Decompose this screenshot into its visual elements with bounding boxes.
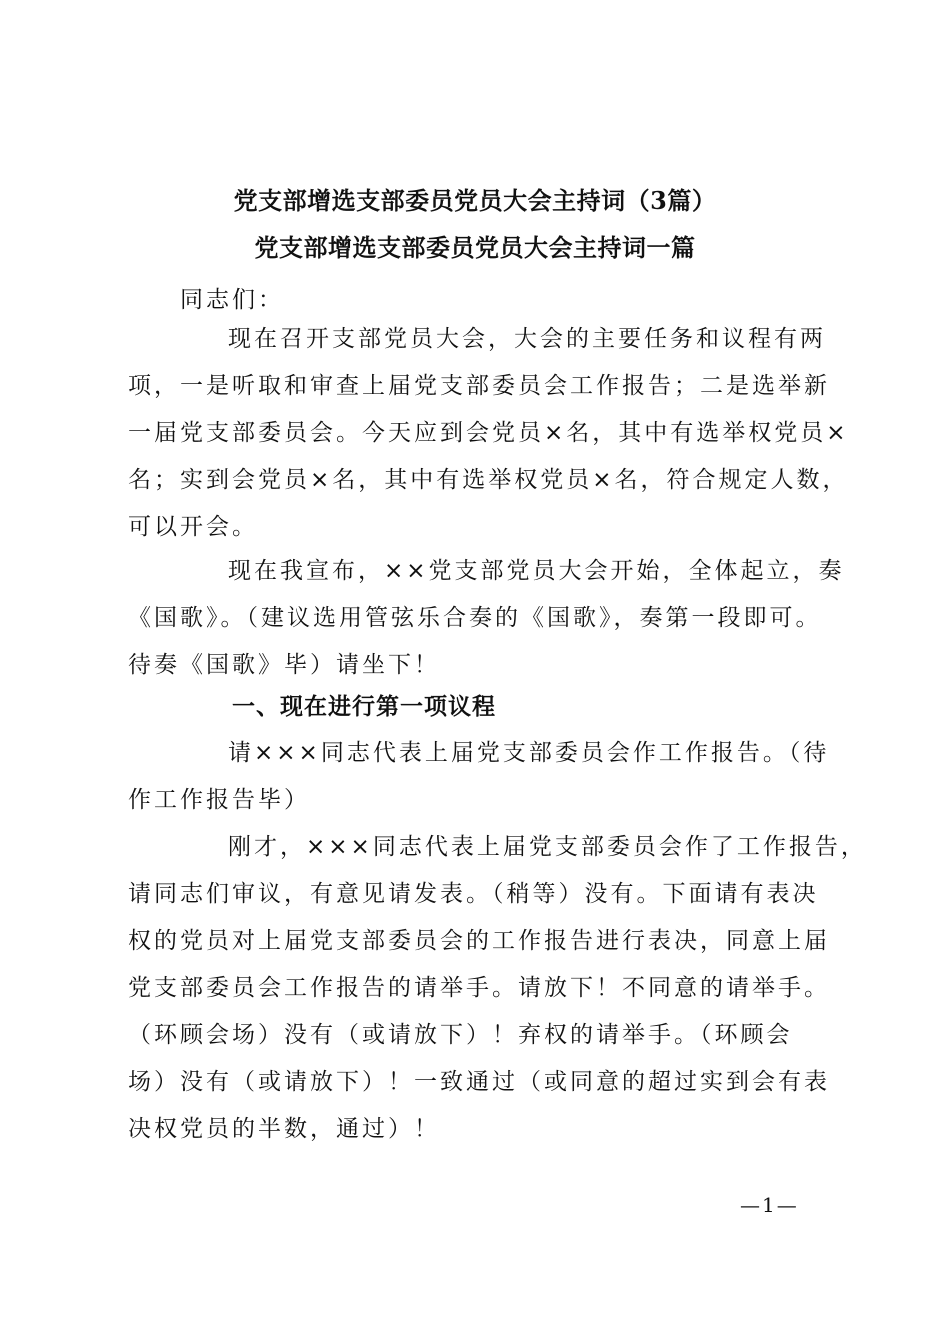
paragraph-opening	[128, 316, 850, 551]
paragraph-line: （环顾会场）没有（或请放下）！弃权的请举手。（环顾会	[128, 1022, 793, 1048]
paragraph-line: 项，一是听取和审查上届党支部委员会工作报告；二是选举新	[128, 373, 830, 399]
paragraph-line: 可以开会。	[128, 514, 258, 540]
paragraph-vote	[128, 824, 867, 1153]
paragraph-line: 现在我宣布，××党支部党员大会开始，全体起立，奏	[228, 558, 845, 584]
salutation: 同志们：	[180, 287, 284, 313]
paragraph-line: 请同志们审议，有意见请发表。（稍等）没有。下面请有表决	[128, 881, 819, 907]
paragraph-line: 作工作报告毕）	[128, 787, 310, 813]
section-heading: 一、现在进行第一项议程	[232, 694, 496, 720]
paragraph-line: 待奏《国歌》毕）请坐下！	[128, 652, 440, 678]
paragraph-line: 场）没有（或请放下）！一致通过（或同意的超过实到会有表	[128, 1069, 830, 1095]
paragraph-line: 请×××同志代表上届党支部委员会作工作报告。（待	[228, 740, 830, 766]
paragraph-line: 《国歌》。（建议选用管弦乐合奏的《国歌》，奏第一段即可。	[128, 605, 822, 631]
page-number: —1—	[740, 1193, 799, 1217]
document-title: 党支部增选支部委员党员大会主持词（3篇）	[233, 186, 717, 215]
paragraph-line: 党支部委员会工作报告的请举手。请放下！不同意的请举手。	[128, 975, 830, 1001]
paragraph-line: 名；实到会党员×名，其中有选举权党员×名，符合规定人数，	[128, 467, 849, 493]
paragraph-anthem	[128, 548, 850, 689]
paragraph-line: 现在召开支部党员大会，大会的主要任务和议程有两	[228, 326, 826, 352]
paragraph-line: 刚才，×××同志代表上届党支部委员会作了工作报告，	[228, 834, 867, 860]
paragraph-line: 决权党员的半数，通过）！	[128, 1116, 440, 1142]
document-subtitle: 党支部增选支部委员党员大会主持词一篇	[254, 233, 696, 262]
paragraph-line: 一届党支部委员会。今天应到会党员×名，其中有选举权党员×	[128, 420, 849, 446]
paragraph-line: 权的党员对上届党支部委员会的工作报告进行表决，同意上届	[128, 928, 830, 954]
paragraph-report-request	[128, 730, 850, 824]
